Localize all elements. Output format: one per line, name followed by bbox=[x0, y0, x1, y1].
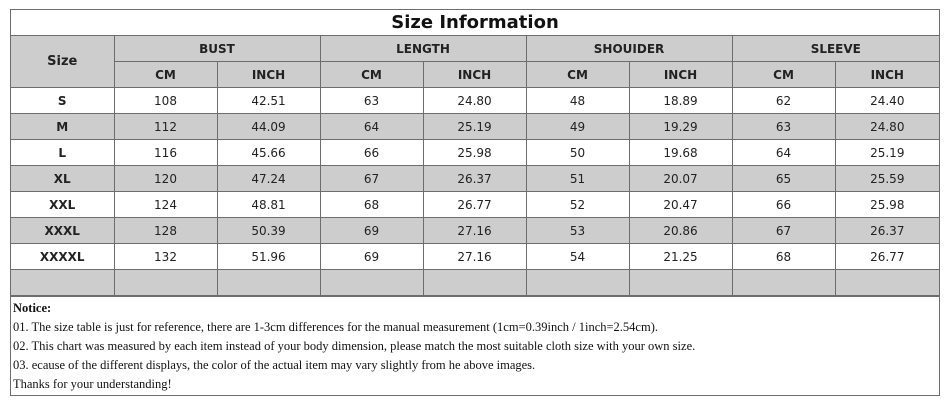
measurement-cell: 50.39 bbox=[217, 218, 320, 244]
bust-group-header: BUST bbox=[114, 36, 320, 62]
unit-header: INCH bbox=[835, 62, 939, 88]
size-label-cell: S bbox=[11, 88, 114, 114]
measurement-cell: 68 bbox=[320, 192, 423, 218]
measurement-cell: 65 bbox=[732, 166, 835, 192]
size-label-cell: M bbox=[11, 114, 114, 140]
measurement-cell: 24.80 bbox=[835, 114, 939, 140]
measurement-cell: 132 bbox=[114, 244, 217, 270]
unit-header: INCH bbox=[629, 62, 732, 88]
measurement-cell: 112 bbox=[114, 114, 217, 140]
notice-line: 02. This chart was measured by each item instead of your body dimension, please match the most suitable cloth size with your own size. bbox=[13, 339, 696, 353]
measurement-cell: 116 bbox=[114, 140, 217, 166]
measurement-cell: 66 bbox=[732, 192, 835, 218]
unit-header: INCH bbox=[423, 62, 526, 88]
table-row bbox=[11, 166, 939, 192]
measurement-cell: 26.37 bbox=[835, 218, 939, 244]
shoulder-group-header: SHOUIDER bbox=[526, 36, 732, 62]
measurement-cell: 27.16 bbox=[423, 218, 526, 244]
measurement-cell: 51.96 bbox=[217, 244, 320, 270]
notice-line: 03. ecause of the different displays, the color of the actual item may vary slightly from he above images. bbox=[13, 358, 536, 372]
measurement-cell: 24.80 bbox=[423, 88, 526, 114]
measurement-cell bbox=[629, 270, 732, 296]
measurement-cell: 20.47 bbox=[629, 192, 732, 218]
table-row bbox=[11, 218, 939, 244]
length-group-header: LENGTH bbox=[320, 36, 526, 62]
unit-header: CM bbox=[526, 62, 629, 88]
unit-header: CM bbox=[114, 62, 217, 88]
measurement-cell: 69 bbox=[320, 218, 423, 244]
measurement-cell bbox=[114, 270, 217, 296]
measurement-cell: 25.98 bbox=[835, 192, 939, 218]
measurement-cell bbox=[526, 270, 629, 296]
measurement-cell: 20.86 bbox=[629, 218, 732, 244]
notice-line: Thanks for your understanding! bbox=[13, 377, 172, 391]
measurement-cell: 52 bbox=[526, 192, 629, 218]
measurement-cell: 45.66 bbox=[217, 140, 320, 166]
size-label-cell: XXL bbox=[11, 192, 114, 218]
measurement-cell: 44.09 bbox=[217, 114, 320, 140]
measurement-cell: 42.51 bbox=[217, 88, 320, 114]
measurement-cell: 47.24 bbox=[217, 166, 320, 192]
table-row bbox=[11, 270, 939, 296]
measurement-cell: 50 bbox=[526, 140, 629, 166]
measurement-cell bbox=[320, 270, 423, 296]
size-label-cell: XXXXL bbox=[11, 244, 114, 270]
measurement-cell: 69 bbox=[320, 244, 423, 270]
size-label-cell: XL bbox=[11, 166, 114, 192]
measurement-cell: 27.16 bbox=[423, 244, 526, 270]
measurement-cell: 66 bbox=[320, 140, 423, 166]
unit-header: CM bbox=[732, 62, 835, 88]
measurement-cell: 124 bbox=[114, 192, 217, 218]
table-row bbox=[11, 114, 939, 140]
notice-heading: Notice: bbox=[13, 301, 52, 315]
size-column-header: Size bbox=[11, 36, 114, 88]
measurement-cell: 51 bbox=[526, 166, 629, 192]
table-row bbox=[11, 244, 939, 270]
measurement-cell: 19.29 bbox=[629, 114, 732, 140]
measurement-cell: 64 bbox=[320, 114, 423, 140]
measurement-cell: 68 bbox=[732, 244, 835, 270]
measurement-cell: 48.81 bbox=[217, 192, 320, 218]
measurement-cell: 26.77 bbox=[423, 192, 526, 218]
notice-line: 01. The size table is just for reference, there are 1-3cm differences for the manual measurement (1cm=0.39inch / 1inch=2.54cm). bbox=[13, 320, 658, 334]
unit-header: CM bbox=[320, 62, 423, 88]
measurement-cell bbox=[217, 270, 320, 296]
measurement-cell: 25.19 bbox=[835, 140, 939, 166]
table-row bbox=[11, 192, 939, 218]
table-row bbox=[11, 88, 939, 114]
measurement-cell: 18.89 bbox=[629, 88, 732, 114]
unit-header: INCH bbox=[217, 62, 320, 88]
size-label-cell: L bbox=[11, 140, 114, 166]
measurement-cell: 24.40 bbox=[835, 88, 939, 114]
measurement-cell: 64 bbox=[732, 140, 835, 166]
measurement-cell bbox=[732, 270, 835, 296]
measurement-cell: 108 bbox=[114, 88, 217, 114]
notice-section bbox=[11, 296, 939, 394]
measurement-cell: 63 bbox=[320, 88, 423, 114]
measurement-cell: 48 bbox=[526, 88, 629, 114]
measurement-cell: 67 bbox=[320, 166, 423, 192]
measurement-cell: 21.25 bbox=[629, 244, 732, 270]
measurement-cell: 26.37 bbox=[423, 166, 526, 192]
measurement-cell: 54 bbox=[526, 244, 629, 270]
measurement-cell bbox=[835, 270, 939, 296]
measurement-cell: 62 bbox=[732, 88, 835, 114]
measurement-cell bbox=[423, 270, 526, 296]
measurement-cell: 53 bbox=[526, 218, 629, 244]
measurement-cell: 26.77 bbox=[835, 244, 939, 270]
size-label-cell: XXXL bbox=[11, 218, 114, 244]
measurement-cell: 49 bbox=[526, 114, 629, 140]
measurement-cell: 128 bbox=[114, 218, 217, 244]
size-table bbox=[11, 36, 939, 296]
measurement-cell: 20.07 bbox=[629, 166, 732, 192]
measurement-cell: 25.98 bbox=[423, 140, 526, 166]
table-row bbox=[11, 140, 939, 166]
measurement-cell: 67 bbox=[732, 218, 835, 244]
sleeve-group-header: SLEEVE bbox=[732, 36, 939, 62]
measurement-cell: 25.19 bbox=[423, 114, 526, 140]
page-title: Size Information bbox=[11, 10, 939, 36]
measurement-cell: 19.68 bbox=[629, 140, 732, 166]
measurement-cell: 25.59 bbox=[835, 166, 939, 192]
size-information-sheet bbox=[10, 9, 940, 396]
size-label-cell bbox=[11, 270, 114, 296]
measurement-cell: 63 bbox=[732, 114, 835, 140]
measurement-cell: 120 bbox=[114, 166, 217, 192]
